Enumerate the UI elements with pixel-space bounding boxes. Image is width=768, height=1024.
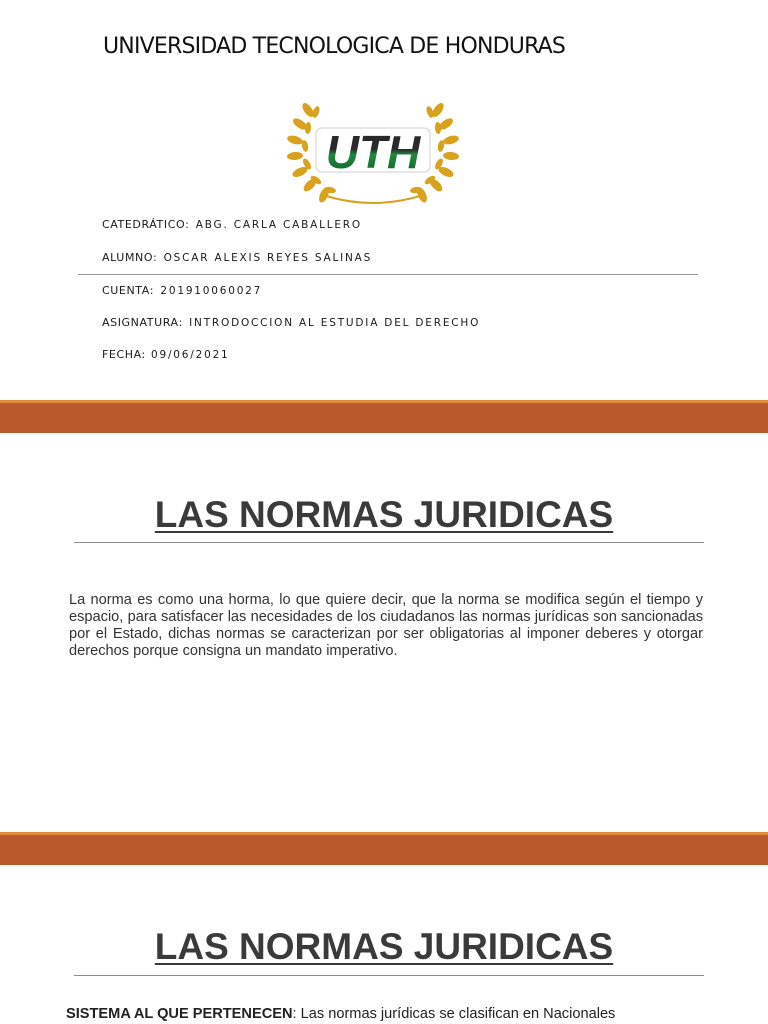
field-label: ALUMNO xyxy=(102,251,154,264)
field-catedratico xyxy=(102,218,362,231)
slide-cover xyxy=(0,0,768,400)
lead-bold-text: SISTEMA AL QUE PERTENECEN xyxy=(66,1006,293,1022)
field-value: : ABG. CARLA CABALLERO xyxy=(185,219,362,231)
slide-separator-bar xyxy=(0,832,768,865)
uth-logo xyxy=(286,92,460,208)
field-value: : 201910060027 xyxy=(149,285,263,297)
body-paragraph xyxy=(66,1006,615,1022)
slide-separator-bar xyxy=(0,400,768,433)
field-value: : OSCAR ALEXIS REYES SALINAS xyxy=(153,252,373,264)
field-label: CATEDRÁTICO xyxy=(102,218,186,231)
logo-text: UTH xyxy=(325,126,421,178)
title-divider xyxy=(74,542,704,543)
title-divider xyxy=(74,975,704,976)
field-value: : INTRODOCCION AL ESTUDIA DEL DERECHO xyxy=(178,317,481,329)
slide-title: LAS NORMAS JURIDICAS xyxy=(154,926,614,967)
lead-text: : Las normas jurídicas se clasifican en Nacionales xyxy=(292,1006,616,1022)
field-value: 09/06/2021 xyxy=(145,349,230,361)
field-label: CUENTA xyxy=(102,284,150,297)
field-fecha xyxy=(102,348,230,361)
field-asignatura xyxy=(102,316,480,329)
slide-title: LAS NORMAS JURIDICAS xyxy=(154,494,614,535)
field-cuenta xyxy=(102,284,262,297)
field-label: ASIGNATURA xyxy=(102,316,179,329)
body-paragraph: La norma es como una horma, lo que quiere decir, que la norma se modifica según el tiempo y espacio, para satisfacer las necesidades de los ciudadanos las normas jurídicas son sancionadas por el Estado, dichas normas se caracterizan por ser obligatorias al imponer deberes y otorgar derechos porque consigna un mandato imperativo. xyxy=(69,592,703,659)
field-label: FECHA: xyxy=(102,348,146,361)
university-title: UNIVERSIDAD TECNOLOGICA DE HONDURAS xyxy=(103,34,566,59)
field-alumno xyxy=(102,251,372,264)
divider xyxy=(78,274,698,275)
